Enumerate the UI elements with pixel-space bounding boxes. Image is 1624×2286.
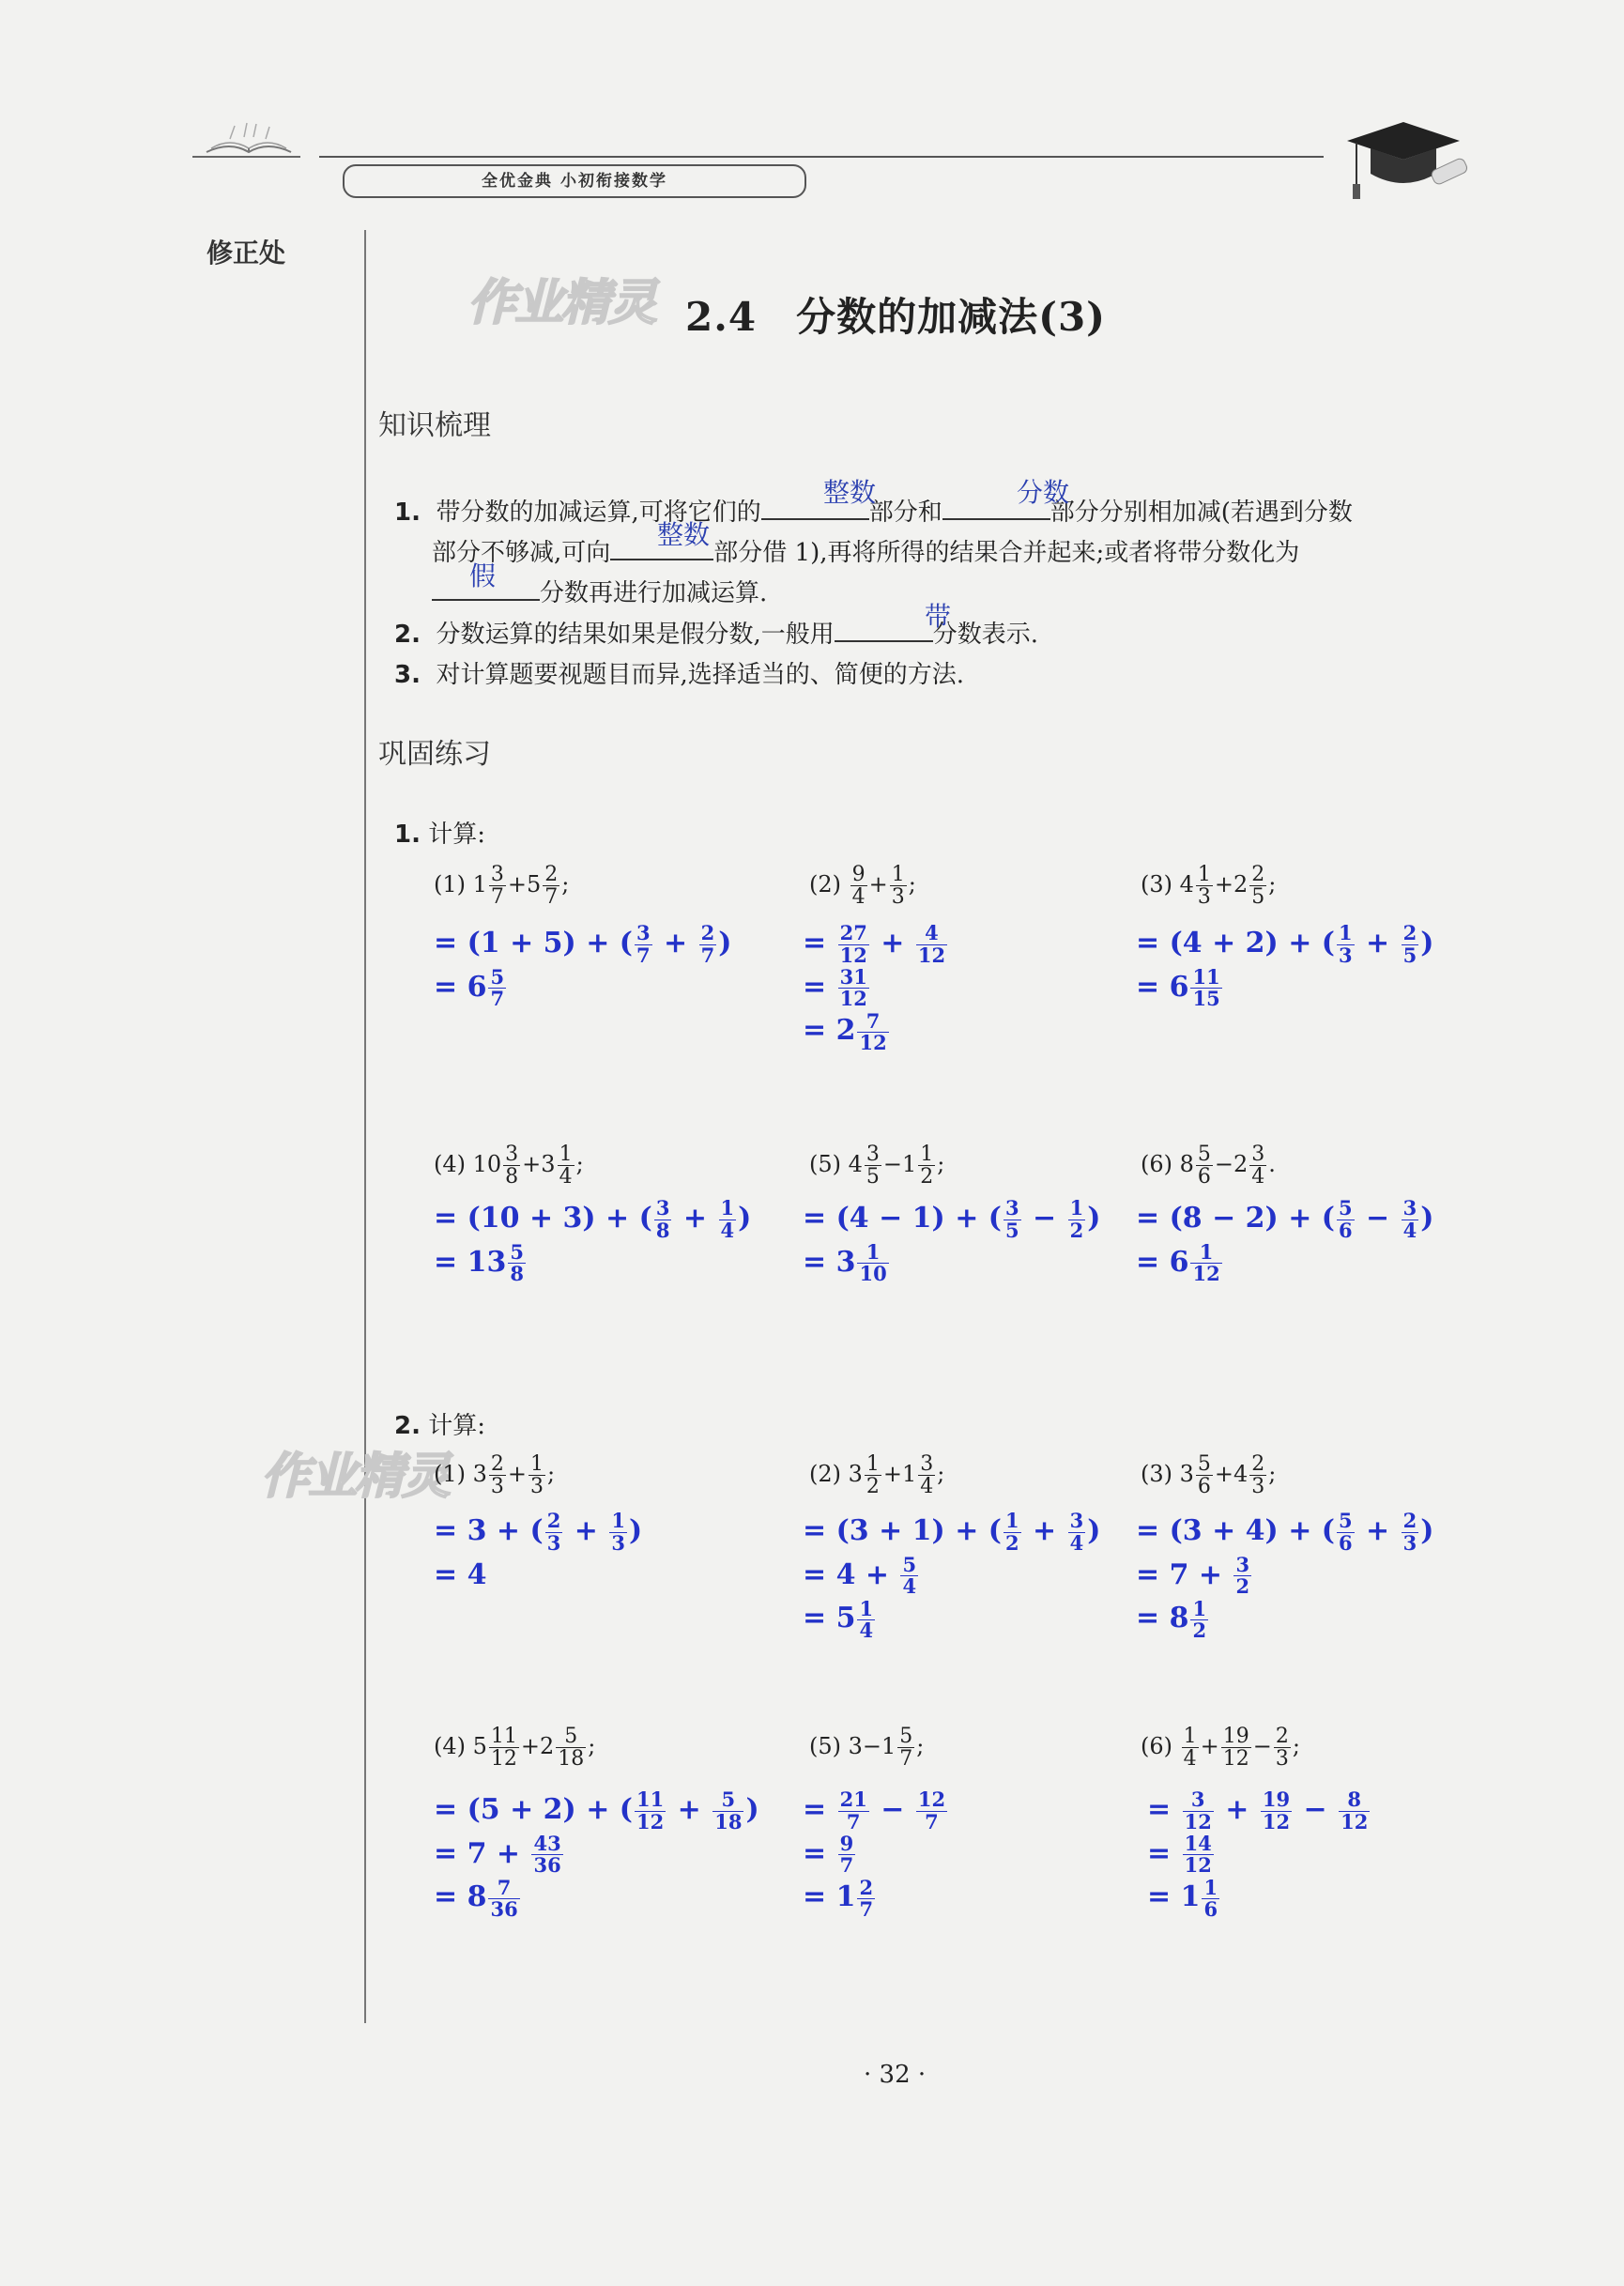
blank (942, 517, 1050, 520)
solution-2-6: = $\frac{3}{12}$ + $\frac{19}{12}$ − $\frac{8}{12}$ = $\frac{14}{12}$ = 1 $\frac{1}{6}$ (1147, 1787, 1369, 1921)
item-number: 2. (394, 621, 421, 649)
question-number: 1. (394, 821, 421, 849)
answer-blank-5: 带 (925, 601, 952, 632)
text: 分数运算的结果如果是假分数,一般用 (436, 621, 835, 649)
answer-blank-3: 整数 (657, 519, 711, 550)
text: 带分数的加减运算,可将它们的 (436, 499, 761, 527)
solution-1-1: = (1 + 5) + ( $\frac{3}{7}$ + $\frac{2}{7}$ ) = 6 $\frac{5}{7}$ (434, 921, 732, 1011)
text: 对计算题要视题目而异,选择适当的、简便的方法. (436, 661, 965, 689)
solution-1-5: = (4 − 1) + ( $\frac{3}{5}$ − $\frac{1}{2}$ ) = 3 $\frac{1}{10}$ (803, 1196, 1101, 1286)
problem-2-1: (1) 3 $\frac{2}{3}$ + $\frac{1}{3}$ ; (434, 1452, 556, 1499)
solution-1-6: = (8 − 2) + ( $\frac{5}{6}$ − $\frac{3}{4}$ ) = 6 $\frac{1}{12}$ (1136, 1196, 1434, 1286)
page-number: · 32 · (864, 2061, 927, 2089)
solution-1-3: = (4 + 2) + ( $\frac{1}{3}$ + $\frac{2}{5}$ ) = 6 $\frac{11}{15}$ (1136, 921, 1434, 1011)
problem-1-3: (3) 4 $\frac{1}{3}$ +2 $\frac{2}{5}$ ; (1141, 863, 1277, 910)
text: 分数再进行加减运算. (540, 579, 768, 607)
solution-1-4: = (10 + 3) + ( $\frac{3}{8}$ + $\frac{1}{4}$ ) = 13 $\frac{5}{8}$ (434, 1196, 752, 1286)
correction-label: 修正处 (207, 238, 286, 268)
watermark: 作业精灵 (467, 275, 656, 331)
text: 部分不够减,可向 (432, 539, 611, 567)
question-text: 计算: (428, 821, 485, 849)
question-1 (394, 815, 485, 850)
section-title (685, 286, 1106, 343)
practice-heading: 巩固练习 (378, 738, 491, 771)
question-2 (394, 1406, 485, 1441)
solution-2-2: = (3 + 1) + ( $\frac{1}{2}$ + $\frac{3}{4}$ ) = 4 + $\frac{5}{4}$ = 5 $\frac{1}{4}$ (803, 1509, 1101, 1642)
header-rule-left (192, 156, 300, 158)
margin-divider (364, 230, 366, 2023)
item-number: 3. (394, 661, 421, 689)
watermark: 作业精灵 (261, 1449, 450, 1505)
item-number: 1. (394, 499, 421, 527)
series-title: 全优金典 小初衔接数学 (343, 164, 806, 198)
problem-2-6: (6) $\frac{1}{4}$ + $\frac{19}{12}$ − $\frac{2}{3}$ ; (1141, 1725, 1300, 1772)
problem-1-2: (2) $\frac{9}{4}$ + $\frac{1}{3}$ ; (809, 863, 916, 910)
solution-2-4: = (5 + 2) + ( $\frac{11}{12}$ + $\frac{5}{18}$ ) = 7 + $\frac{43}{36}$ = 8 $\frac{7}{36}$ (434, 1787, 759, 1921)
text: 部分借 1),再将所得的结果合并起来;或者将带分数化为 (713, 539, 1300, 567)
text: 部分分别相加减(若遇到分数 (1049, 499, 1353, 527)
problem-1-6: (6) 8 $\frac{5}{6}$ −2 $\frac{3}{4}$ . (1141, 1143, 1276, 1189)
blank (761, 517, 869, 520)
knowledge-item-1-line2 (432, 533, 1299, 568)
blank (835, 639, 933, 642)
solution-2-3: = (3 + 4) + ( $\frac{5}{6}$ + $\frac{2}{3}$ ) = 7 + $\frac{3}{2}$ = 8 $\frac{1}{2}$ (1136, 1509, 1434, 1642)
text: 部分和 (868, 499, 942, 527)
problem-1-1: (1) 1 $\frac{3}{7}$ +5 $\frac{2}{7}$ ; (434, 863, 570, 910)
solution-2-5: = $\frac{21}{7}$ − $\frac{12}{7}$ = $\frac{9}{7}$ = 1 $\frac{2}{7}$ (803, 1787, 946, 1921)
problem-1-5: (5) 4 $\frac{3}{5}$ −1 $\frac{1}{2}$ ; (809, 1143, 945, 1189)
answer-blank-4: 假 (469, 560, 497, 591)
problem-2-4: (4) 5 $\frac{11}{12}$ +2 $\frac{5}{18}$ ; (434, 1725, 596, 1772)
question-number: 2. (394, 1412, 421, 1440)
problem-2-3: (3) 3 $\frac{5}{6}$ +4 $\frac{2}{3}$ ; (1141, 1452, 1277, 1499)
problem-2-2: (2) 3 $\frac{1}{2}$ +1 $\frac{3}{4}$ ; (809, 1452, 945, 1499)
header-rule (319, 156, 1324, 158)
answer-blank-1: 整数 (823, 477, 877, 508)
problem-1-4: (4) 10 $\frac{3}{8}$ +3 $\frac{1}{4}$ ; (434, 1143, 584, 1189)
section-number: 2.4 (685, 294, 758, 340)
text: 分数表示. (932, 621, 1039, 649)
open-book-icon (202, 120, 296, 158)
section-title-text: 分数的加减法(3) (796, 294, 1107, 340)
blank (610, 558, 713, 560)
knowledge-item-3 (394, 655, 964, 690)
solution-1-2: = $\frac{27}{12}$ + $\frac{4}{12}$ = $\frac{31}{12}$ = 2 $\frac{7}{12}$ (803, 921, 946, 1054)
answer-blank-2: 分数 (1017, 477, 1070, 508)
knowledge-heading: 知识梳理 (378, 409, 491, 442)
blank (432, 598, 540, 601)
problem-2-5: (5) 3−1 $\frac{5}{7}$ ; (809, 1725, 925, 1772)
graduation-cap-icon (1338, 113, 1469, 207)
solution-2-1: = 3 + ( $\frac{2}{3}$ + $\frac{1}{3}$ ) = 4 (434, 1509, 643, 1591)
question-text: 计算: (428, 1412, 485, 1440)
